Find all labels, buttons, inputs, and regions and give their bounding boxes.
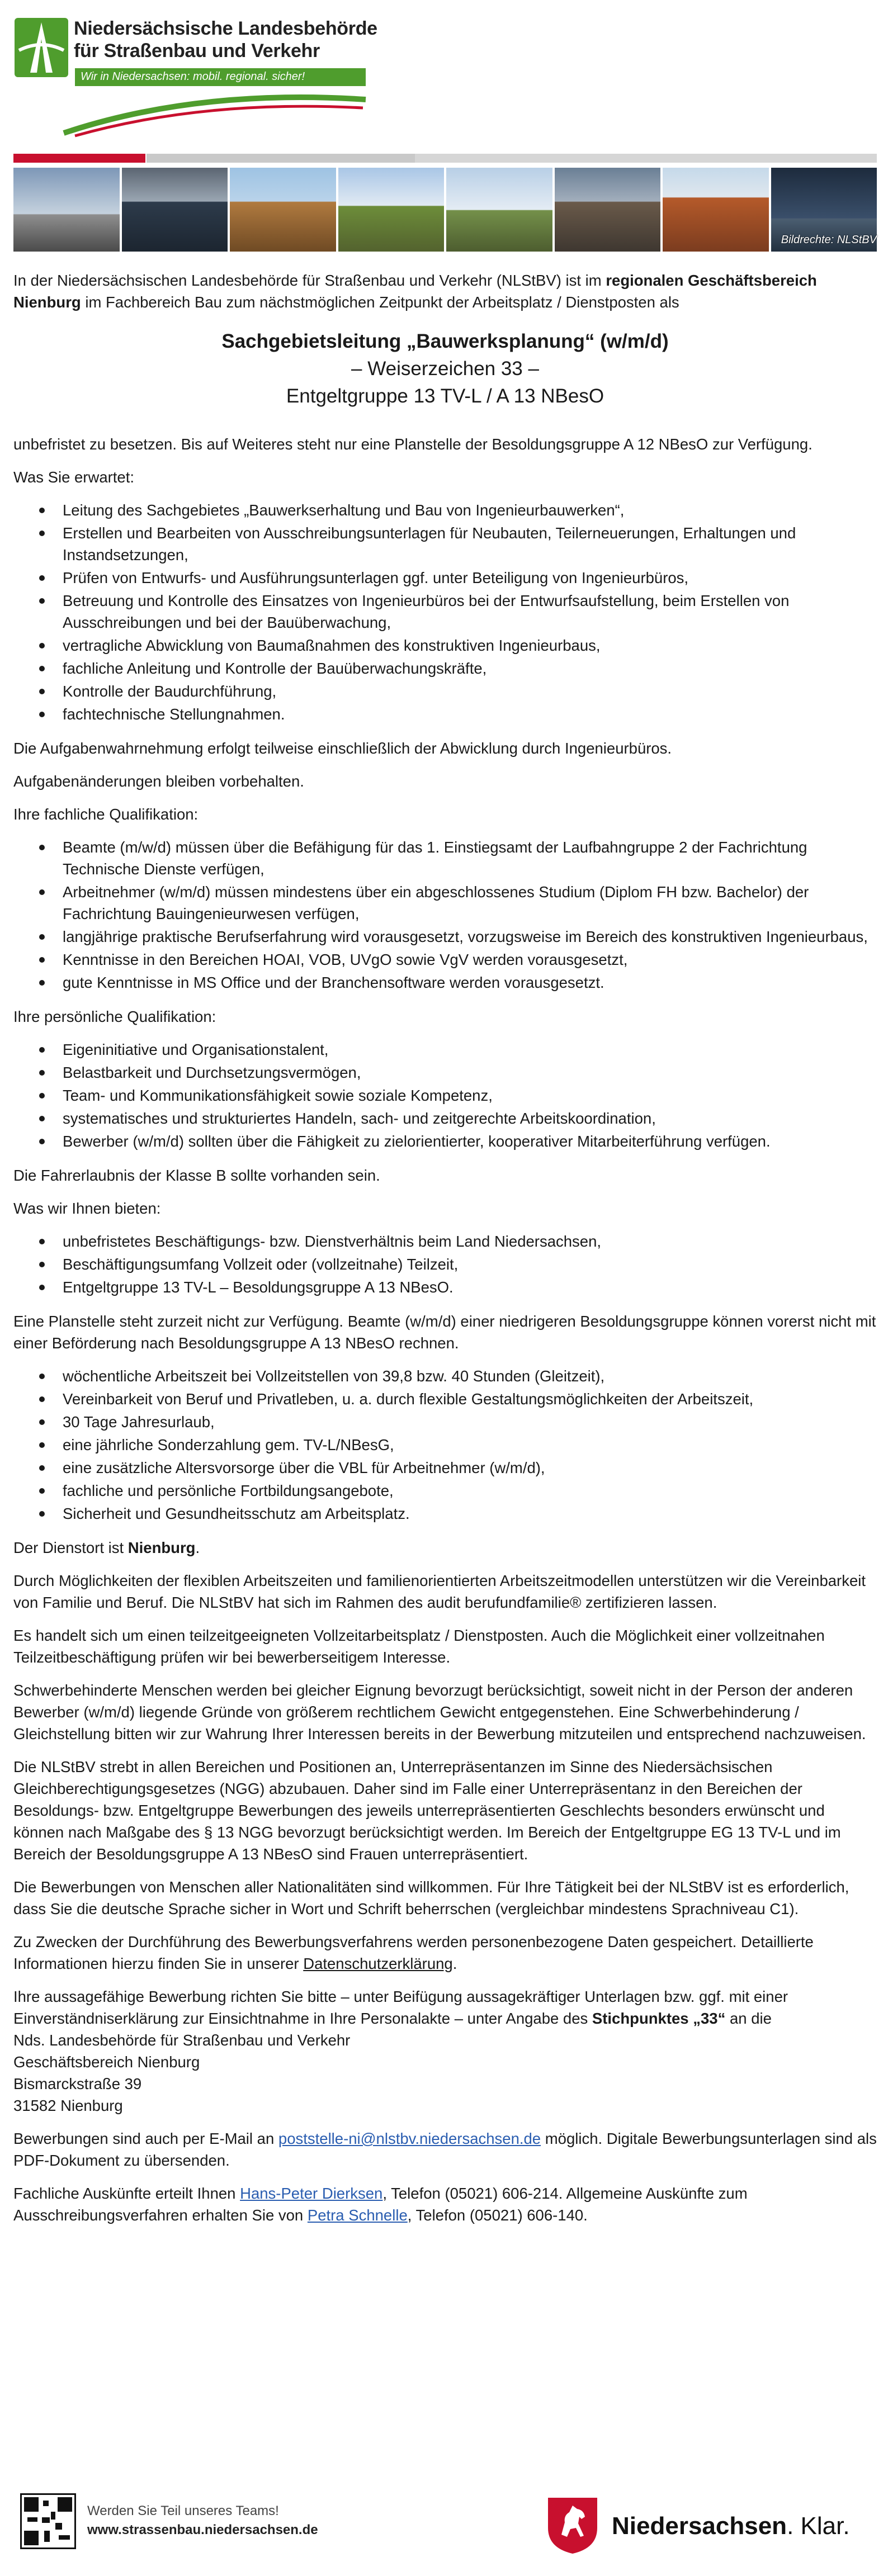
photo-road-construction [663,168,769,252]
nationalitaeten-paragraph: Die Bewerbungen von Menschen aller Nationalitäten sind willkommen. Für Ihre Tätigkeit bei der NLStBV ist es erforderlich, dass Sie die deutsche Sprache sicher in Wort und Schrift beherrschen (vergleichbar mindestens Sprachniveau C1). [13,1878,849,1917]
list-item: unbefristetes Beschäftigungs- bzw. Dienstverhältnis beim Land Niedersachsen, [13,1230,877,1252]
dienstort-city: Nienburg [127,1539,196,1556]
list-item: 30 Tage Jahresurlaub, [13,1411,877,1433]
brand-name: Niedersachsen [612,2512,787,2540]
org-name-line1: Niedersächsische Landesbehörde [74,18,377,39]
auskunft-paragraph [13,2182,877,2226]
list-item: Belastbarkeit und Durchsetzungsvermögen, [13,1062,877,1083]
email-post: möglich. Digitale Bewerbungsunterlagen sind als PDF-Dokument zu übersenden. [13,2130,877,2169]
list-item: Arbeitnehmer (w/m/d) müssen mindestens über ein abgeschlossenes Studium (Diplom FH bzw. Bachelor) der Fachrichtung Bauingenieurwesen verfügen, [13,881,877,925]
email-pre: Bewerbungen sind auch per E-Mail an [13,2130,278,2147]
stripe-grey-light [415,154,877,163]
list-item: Prüfen von Entwurfs- und Ausführungsunterlagen ggf. unter Beteiligung von Ingenieurbüros, [13,567,877,589]
footer-website-link[interactable]: www.strassenbau.niedersachsen.de [87,2522,318,2537]
datenschutz-post: . [452,1955,457,1972]
list-item: Leitung des Sachgebietes „Bauwerkserhaltung und Bau von Ingenieurbauwerken“, [13,499,877,521]
list-item: eine jährliche Sonderzahlung gem. TV-L/NBesG, [13,1434,877,1456]
email-link[interactable]: poststelle-ni@nlstbv.niedersachsen.de [278,2130,541,2147]
photo-bridge [13,168,120,252]
aufgaben-paragraph-2: Aufgabenänderungen bleiben vorbehalten. [13,773,304,790]
postal-address [13,2029,877,2116]
list-item: Beamte (m/w/d) müssen über die Befähigung für das 1. Einstiegsamt der Laufbahngruppe 2 der Fachrichtung Technische Dienste verfügen, [13,836,877,880]
list-item: vertragliche Abwicklung von Baumaßnahmen des konstruktiven Ingenieurbaus, [13,634,877,656]
brand-suffix: . Klar. [787,2512,850,2540]
intro-paragraph [13,269,877,313]
fahrerlaubnis-paragraph: Die Fahrerlaubnis der Klasse B sollte vorhanden sein. [13,1167,380,1184]
job-pay-grade: Entgeltgruppe 13 TV-L / A 13 NBesO [286,385,604,407]
planstelle-paragraph: Eine Planstelle steht zurzeit nicht zur Verfügung. Beamte (w/m/d) einer niedrigeren Besoldungsgruppe können vorerst nicht mit einer Beförderung nach Besoldungsgruppe A 13 NBesO rechnen. [13,1313,876,1352]
list-item: langjährige praktische Berufserfahrung wird vorausgesetzt, vorzugsweise im Bereich des konstruktiven Ingenieurbaus, [13,926,877,948]
heading-bieten: Was wir Ihnen bieten: [13,1200,161,1217]
list-item: Beschäftigungsumfang Vollzeit oder (vollzeitnahe) Teilzeit, [13,1253,877,1275]
list-item: Erstellen und Bearbeiten von Ausschreibungsunterlagen für Neubauten, Teilerneuerungen, Erhaltungen und Instandsetzungen, [13,522,877,566]
dienstort-pre: Der Dienstort ist [13,1539,128,1556]
qr-code-icon[interactable] [20,2493,76,2549]
auskunft-post: , Telefon (05021) 606-140. [407,2206,588,2224]
header-stripes [13,154,877,163]
photo-control-room [122,168,228,252]
photo-road-sign [446,168,552,252]
list-item: Betreuung und Kontrolle des Einsatzes von Ingenieurbüros bei der Entwurfsaufstellung, beim Erstellen von Ausschreibungen und bei der Bauüberwachung, [13,590,877,633]
aufgaben-paragraph-1: Die Aufgabenwahrnehmung erfolgt teilweise einschließlich der Abwicklung durch Ingenieurbüros. [13,740,672,757]
address-line: Nds. Landesbehörde für Straßenbau und Verkehr [13,2032,351,2049]
list-bieten-1 [13,1230,877,1298]
bewerbung-stichpunkt: Stichpunktes „33“ [592,2010,726,2027]
heading-persoenlich: Ihre persönliche Qualifikation: [13,1008,216,1025]
dienstort-paragraph [13,1537,877,1559]
list-item: Vereinbarkeit von Beruf und Privatleben, u. a. durch flexible Gestaltungsmöglichkeiten der Arbeitszeit, [13,1388,877,1410]
list-erwartet [13,499,877,725]
bewerbung-paragraph [13,1986,877,2029]
list-item: Bewerber (w/m/d) sollten über die Fähigkeit zu zielorientierter, kooperativer Mitarbeiterführung verfügen. [13,1130,877,1152]
ngg-paragraph: Die NLStBV strebt in allen Bereichen und Positionen an, Unterrepräsentanzen im Sinne des Niedersächsischen Gleichberechtigungsgesetzes (NGG) abzubauen. Daher sind im Falle einer Unterrepräsentanz in den Bereichen der Besoldungs- bzw. Entgeltgruppe Bewerbungen des jeweils unterrepräsentierten Geschlechts besonders erwünscht und können nach Maßgabe des § 13 NGG bevorzugt berücksichtigt werden. Im Bereich der Entgeltgruppe EG 13 TV-L und im Bereich der Besoldungsgruppe A 13 NBesO sind Frauen unterrepräsentiert. [13,1758,841,1863]
list-item: wöchentliche Arbeitszeit bei Vollzeitstellen von 39,8 bzw. 40 Stunden (Gleitzeit), [13,1365,877,1387]
org-logo [13,17,377,129]
list-item: systematisches und strukturiertes Handeln, sach- und zeitgerechte Arbeitskoordination, [13,1107,877,1129]
teilzeit-paragraph: Es handelt sich um einen teilzeitgeeigneten Vollzeitarbeitsplatz / Dienstposten. Auch die Möglichkeit einer vollzeitnahen Teilzeitbeschäftigung prüfen wir bei bewerberseitigem Interesse. [13,1627,825,1666]
email-paragraph [13,2128,877,2171]
list-item: eine zusätzliche Altersvorsorge über die VBL für Arbeitnehmer (w/m/d), [13,1457,877,1479]
list-fachlich [13,836,877,993]
list-item: Kenntnisse in den Bereichen HOAI, VOB, UVgO sowie VgV werden vorausgesetzt, [13,949,877,970]
footer-team-text: Werden Sie Teil unseres Teams! [87,2503,279,2518]
intro-text-pre: In der Niedersächsischen Landesbehörde für Straßenbau und Verkehr (NLStBV) ist im [13,272,606,289]
contact-person-2-link[interactable]: Petra Schnelle [307,2206,408,2224]
photo-country-road [338,168,445,252]
intro-text-post: im Fachbereich Bau zum nächstmöglichen Zeitpunkt der Arbeitsplatz / Dienstposten als [81,293,679,311]
niedersachsen-horse-icon [545,2494,601,2556]
unbefristet-paragraph: unbefristet zu besetzen. Bis auf Weiteres steht nur eine Planstelle der Besoldungsgruppe A 12 NBesO zur Verfügung. [13,435,813,453]
auskunft-mid: , Telefon (05021) 606-214. Allgemeine Auskünfte zum Ausschreibungsverfahren erhalten Sie von [13,2185,748,2224]
list-item: gute Kenntnisse in MS Office und der Branchensoftware werden vorausgesetzt. [13,972,877,993]
logo-swoosh-icon [58,83,371,139]
list-bieten-2 [13,1365,877,1524]
datenschutz-link[interactable]: Datenschutzerklärung [303,1955,453,1972]
list-item: Eigeninitiative und Organisationstalent, [13,1039,877,1060]
bewerbung-pre: Ihre aussagefähige Bewerbung richten Sie bitte – unter Beifügung aussagekräftiger Unterlagen bzw. ggf. mit einer Einverständniserklärung zur Einsichtnahme in Ihre Personalakte – unter Angabe des [13,1988,788,2027]
job-title: Sachgebietsleitung „Bauwerksplanung“ (w/m/d) [221,330,669,352]
list-item: fachliche Anleitung und Kontrolle der Bauüberwachungskräfte, [13,657,877,679]
road-emblem-icon [13,17,69,78]
photo-credit: Bildrechte: NLStBV [781,234,877,246]
address-line: Bismarckstraße 39 [13,2075,142,2092]
familie-paragraph: Durch Möglichkeiten der flexiblen Arbeitszeiten und familienorientierten Arbeitszeitmodellen unterstützen wir die Vereinbarkeit von Familie und Beruf. Die NLStBV hat sich im Rahmen des audit berufundfamilie® zertifizieren lassen. [13,1572,866,1611]
heading-erwartet: Was Sie erwartet: [13,468,134,486]
list-item: Kontrolle der Baudurchführung, [13,680,877,702]
stripe-red [13,154,145,163]
contact-person-1-link[interactable]: Hans-Peter Dierksen [240,2185,383,2202]
heading-fachlich: Ihre fachliche Qualifikation: [13,806,199,823]
dienstort-post: . [195,1539,200,1556]
datenschutz-pre: Zu Zwecken der Durchführung des Bewerbungsverfahrens werden personenbezogene Daten gespeichert. Detaillierte Informationen hierzu finden Sie in unserer [13,1933,814,1972]
datenschutz-paragraph [13,1931,877,1974]
list-item: fachtechnische Stellungnahmen. [13,703,877,725]
list-item: Team- und Kommunikationsfähigkeit sowie soziale Kompetenz, [13,1085,877,1106]
job-title-block [13,328,877,410]
bewerbung-post: an die [725,2010,772,2027]
photo-noise-barrier [230,168,336,252]
list-persoenlich [13,1039,877,1152]
job-reference: – Weiserzeichen 33 – [351,358,539,380]
intro-text-bold: regionalen Geschäftsbereich Nienburg [13,272,817,311]
footer [13,2482,877,2555]
niedersachsen-brand [612,2512,850,2540]
list-item: Entgeltgruppe 13 TV-L – Besoldungsgruppe A 13 NBesO. [13,1276,877,1298]
address-line: 31582 Nienburg [13,2097,123,2114]
list-item: Sicherheit und Gesundheitsschutz am Arbeitsplatz. [13,1503,877,1524]
auskunft-pre: Fachliche Auskünfte erteilt Ihnen [13,2185,240,2202]
address-line: Geschäftsbereich Nienburg [13,2053,200,2071]
list-item: fachliche und persönliche Fortbildungsangebote, [13,1480,877,1502]
org-name-line2: für Straßenbau und Verkehr [74,40,320,61]
org-tagline: Wir in Niedersachsen: mobil. regional. sicher! [75,68,366,86]
photo-strip [13,168,877,252]
job-posting-body [13,269,877,2237]
photo-construction-worker [555,168,661,252]
schwerbehindert-paragraph: Schwerbehinderte Menschen werden bei gleicher Eignung bevorzugt berücksichtigt, soweit nicht in der Person der anderen Bewerber (w/m/d) liegende Gründe von größerem rechtlichem Gewicht entgegenstehen. Eine Schwerbehinderung / Gleichstellung bitten wir zur Wahrung Ihrer Interessen bereits in der Bewerbung mitzuteilen und entsprechend nachzuweisen. [13,1682,866,1742]
